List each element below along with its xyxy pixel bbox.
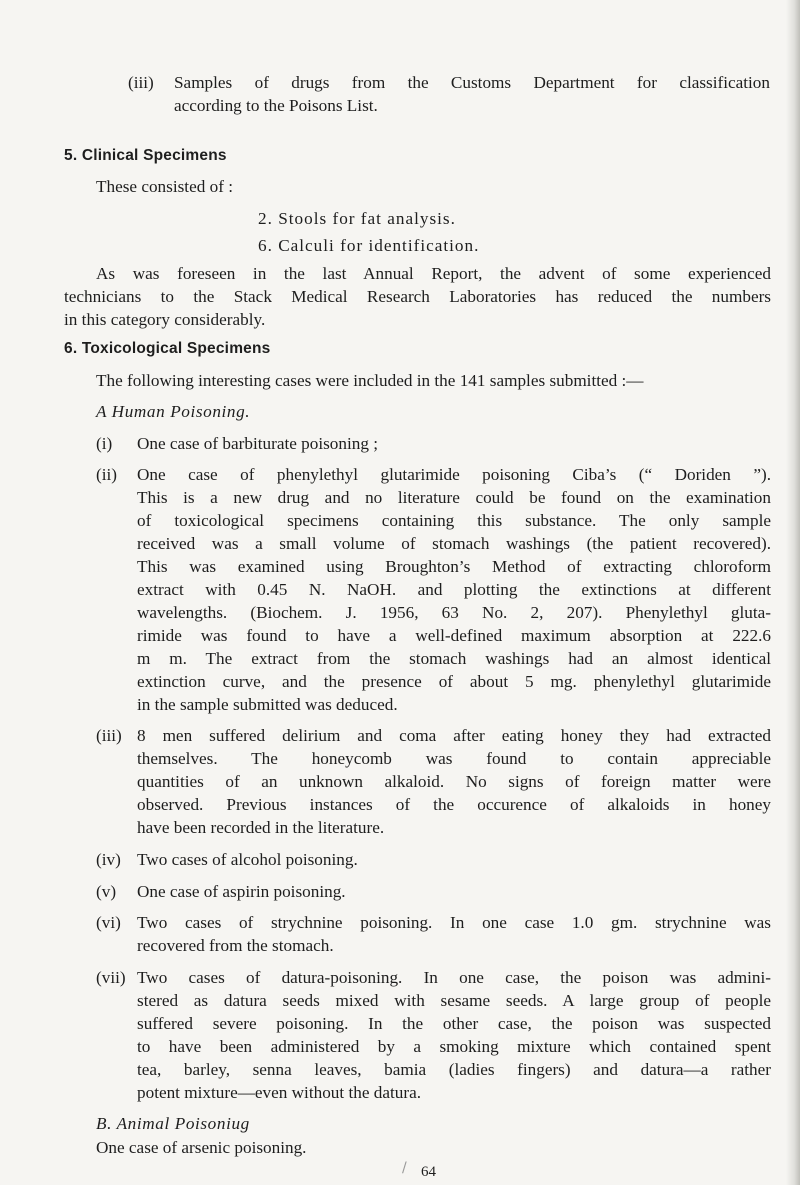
case-text-line: tea, barley, senna leaves, bamia (ladies fingers) and datura—a rather: [137, 1060, 771, 1079]
case-number: (vi): [96, 913, 121, 932]
paragraph-line: in this category considerably.: [64, 310, 266, 329]
case-text-line: in the sample submitted was deduced.: [137, 695, 398, 714]
list-item: 2. Stools for fat analysis.: [258, 209, 456, 228]
case-text-line: stered as datura seeds mixed with sesame seeds. A large group of people: [137, 991, 771, 1010]
section-heading: 6. Toxicological Specimens: [64, 340, 271, 357]
case-number: (v): [96, 882, 117, 901]
case-text-line: rimide was found to have a well-defined maximum absorption at 222.6: [137, 626, 771, 645]
case-text-line: m m. The extract from the stomach washings had an almost identical: [137, 649, 771, 668]
subsection-heading: A Human Poisoning.: [96, 402, 251, 421]
case-number: (ii): [96, 465, 117, 484]
paragraph-line: These consisted of :: [96, 177, 233, 196]
case-number: (iii): [96, 726, 122, 745]
paragraph-line: technicians to the Stack Medical Research Laboratories has reduced the numbers: [64, 287, 771, 306]
case-text-line: This is a new drug and no literature could be found on the examination: [137, 488, 771, 507]
page-number: 64: [421, 1164, 436, 1180]
section-heading: 5. Clinical Specimens: [64, 147, 227, 164]
case-text-line: themselves. The honeycomb was found to contain appreciable: [137, 749, 771, 768]
case-number: (vii): [96, 968, 126, 987]
case-text-line: Two cases of strychnine poisoning. In one case 1.0 gm. strychnine was: [137, 913, 771, 932]
case-text-line: One case of phenylethyl glutarimide poisoning Ciba’s (“ Doriden ”).: [137, 465, 771, 484]
case-text-line: suffered severe poisoning. In the other case, the poison was suspected: [137, 1014, 771, 1033]
case-number: (iv): [96, 850, 121, 869]
item-text-line: Samples of drugs from the Customs Department for classification: [174, 73, 770, 92]
case-text-line: extinction curve, and the presence of about 5 mg. phenylethyl glutarimide: [137, 672, 771, 691]
paragraph-line: As was foreseen in the last Annual Report, the advent of some experienced: [96, 264, 771, 283]
case-text-line: received was a small volume of stomach washings (the patient recovered).: [137, 534, 771, 553]
case-text: One case of barbiturate poisoning ;: [137, 434, 379, 453]
case-text-line: extract with 0.45 N. NaOH. and plotting the extinctions at different: [137, 580, 771, 599]
subsection-heading: B. Animal Poisoniug: [96, 1114, 250, 1133]
case-text-line: potent mixture—even without the datura.: [137, 1083, 421, 1102]
item-text-line: according to the Poisons List.: [174, 96, 378, 115]
case-text-line: quantities of an unknown alkaloid. No signs of foreign matter were: [137, 772, 771, 791]
case-text-line: to have been administered by a smoking mixture which contained spent: [137, 1037, 771, 1056]
case-text-line: This was examined using Broughton’s Method of extracting chloroform: [137, 557, 771, 576]
paragraph-line: One case of arsenic poisoning.: [96, 1138, 307, 1157]
case-text: One case of aspirin poisoning.: [137, 882, 346, 901]
page-edge-shadow: [786, 0, 800, 1185]
case-text-line: Two cases of datura-poisoning. In one case, the poison was admini-: [137, 968, 771, 987]
case-text-line: observed. Previous instances of the occurence of alkaloids in honey: [137, 795, 771, 814]
case-text-line: recovered from the stomach.: [137, 936, 334, 955]
case-text-line: have been recorded in the literature.: [137, 818, 385, 837]
list-item: 6. Calculi for identification.: [258, 236, 480, 255]
case-text-line: wavelengths. (Biochem. J. 1956, 63 No. 2, 207). Phenylethyl gluta-: [137, 603, 771, 622]
case-text-line: of toxicological specimens containing this substance. The only sample: [137, 511, 771, 530]
item-number: (iii): [128, 73, 154, 92]
case-text-line: 8 men suffered delirium and coma after eating honey they had extracted: [137, 726, 771, 745]
scan-mark: /: [402, 1160, 407, 1176]
paragraph-line: The following interesting cases were included in the 141 samples submitted :—: [96, 371, 644, 390]
case-text: Two cases of alcohol poisoning.: [137, 850, 358, 869]
case-number: (i): [96, 434, 113, 453]
